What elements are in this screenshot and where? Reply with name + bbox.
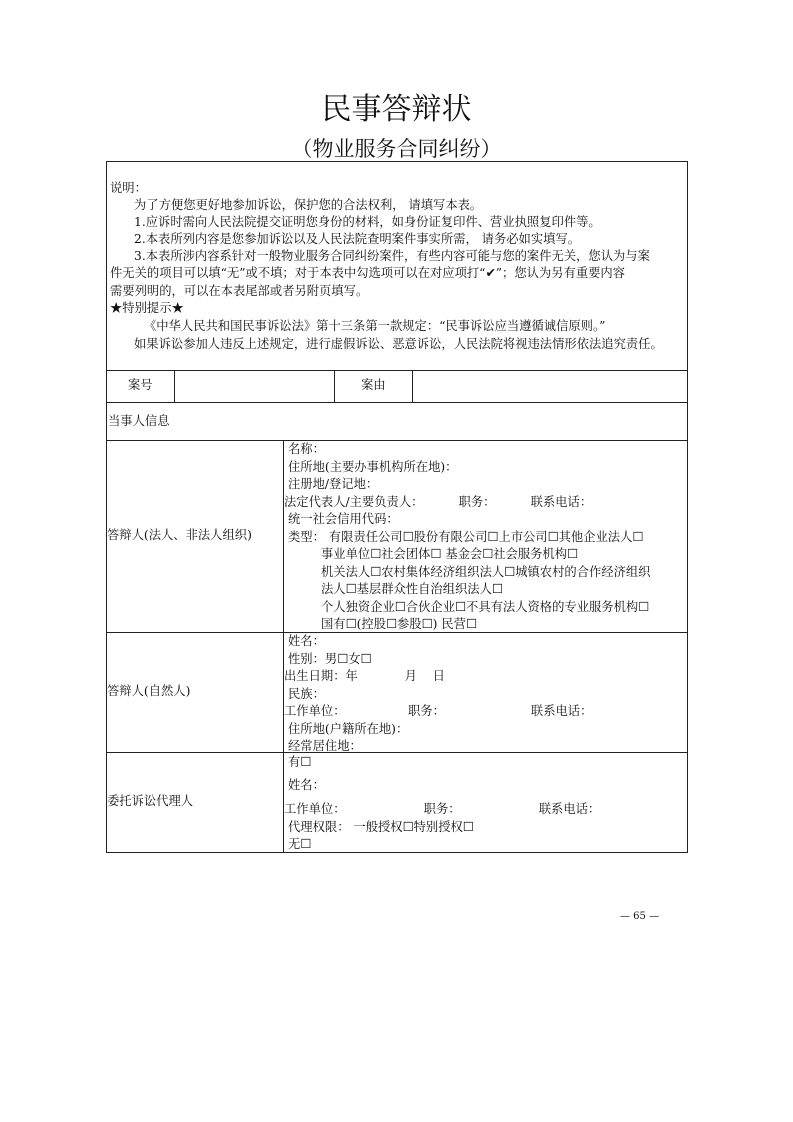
table-border bbox=[106, 161, 688, 162]
legal-person-field[interactable]: 住所地(主要办事机构所在地)： bbox=[288, 460, 458, 474]
table-border bbox=[334, 370, 335, 402]
document-title: 民事答辩状 bbox=[321, 92, 472, 127]
natural-person-field[interactable]: 工作单位： 职务： 联系电话： bbox=[284, 704, 593, 718]
table-border bbox=[687, 161, 688, 853]
notes-line: 2.本表所列内容是您参加诉讼以及人民法院查明案件事实所需， 请务必如实填写。 bbox=[134, 232, 581, 246]
legal-person-field[interactable]: 注册地/登记地： bbox=[288, 477, 379, 491]
agent-no-checkbox[interactable]: 无☐ bbox=[288, 837, 312, 851]
case-cause-label: 案由 bbox=[361, 378, 386, 392]
notes-line: 3.本表所涉内容系针对一般物业服务合同纠纷案件，有些内容可能与您的案件无关，您认为与案 bbox=[134, 249, 650, 263]
legal-person-type-options[interactable]: 机关法人☐农村集体经济组织法人☐城镇农村的合作经济组织 bbox=[321, 565, 651, 579]
legal-person-field[interactable]: 法定代表人/主要负责人： 职务： 联系电话： bbox=[284, 495, 593, 509]
table-border bbox=[106, 402, 688, 403]
natural-person-field[interactable]: 出生日期：年 月 日 bbox=[284, 669, 445, 683]
legal-person-field[interactable]: 名称： bbox=[288, 442, 325, 456]
natural-person-gender[interactable]: 性别：男☐女☐ bbox=[288, 652, 372, 666]
legal-person-label: 答辩人(法人、非法人组织) bbox=[107, 528, 252, 542]
special-line: 如果诉讼参加人违反上述规定，进行虚假诉讼、恶意诉讼，人民法院将视违法情形依法追究责任。 bbox=[134, 337, 663, 351]
legal-person-type-options[interactable]: 法人☐基层群众性自治组织法人☐ bbox=[321, 582, 503, 596]
legal-person-field[interactable]: 统一社会信用代码： bbox=[288, 512, 399, 526]
notes-line: 1.应诉时需向人民法院提交证明您身份的材料，如身份证复印件、营业执照复印件等。 bbox=[134, 215, 601, 229]
document-subtitle: （物业服务合同纠纷） bbox=[291, 137, 502, 161]
legal-person-type-options[interactable]: 个人独资企业☐合伙企业☐不具有法人资格的专业服务机构☐ bbox=[321, 600, 650, 614]
natural-person-field[interactable]: 姓名： bbox=[288, 634, 325, 648]
notes-heading: 说明： bbox=[110, 181, 147, 195]
party-info-label: 当事人信息 bbox=[108, 414, 170, 428]
table-border bbox=[106, 752, 688, 753]
natural-person-field[interactable]: 经常居住地： bbox=[288, 739, 362, 753]
agent-field[interactable]: 工作单位： 职务： 联系电话： bbox=[284, 802, 601, 816]
legal-person-type-options[interactable]: 国有☐(控股☐参股☐) 民营☐ bbox=[321, 617, 477, 631]
natural-person-field[interactable]: 住所地(户籍所在地)： bbox=[288, 722, 409, 736]
natural-person-field[interactable]: 民族： bbox=[288, 687, 325, 701]
notes-line: 需要列明的，可以在本表尾部或者另附页填写。 bbox=[110, 284, 369, 298]
legal-person-type-options[interactable]: 事业单位☐社会团体☐ 基金会☐社会服务机构☐ bbox=[321, 547, 579, 561]
notes-line: 件无关的项目可以填“无”或不填；对于本表中勾选项可以在对应项打“✔”；您认为另有重要内容 bbox=[110, 266, 626, 280]
table-border bbox=[106, 440, 688, 441]
case-number-field[interactable] bbox=[176, 377, 332, 397]
page-number: — 65 — bbox=[620, 911, 660, 922]
special-heading: ★特别提示★ bbox=[110, 301, 184, 315]
legal-person-type-options[interactable]: 类型： 有限责任公司☐股份有限公司☐上市公司☐其他企业法人☐ bbox=[288, 530, 644, 544]
agent-yes-checkbox[interactable]: 有☐ bbox=[288, 755, 312, 769]
case-number-label: 案号 bbox=[128, 378, 153, 392]
natural-person-label: 答辩人(自然人) bbox=[107, 684, 191, 698]
case-cause-field[interactable] bbox=[414, 377, 684, 397]
special-line: 《中华人民共和国民事诉讼法》第十三条第一款规定：“民事诉讼应当遵循诚信原则。” bbox=[144, 319, 606, 333]
table-border bbox=[106, 852, 688, 853]
notes-line: 为了方便您更好地参加诉讼，保护您的合法权利， 请填写本表。 bbox=[134, 198, 483, 212]
table-border bbox=[106, 370, 688, 371]
agent-authority-options[interactable]: 代理权限： 一般授权☐特别授权☐ bbox=[288, 820, 474, 834]
table-border bbox=[106, 161, 107, 853]
agent-label: 委托诉讼代理人 bbox=[107, 794, 194, 808]
agent-field[interactable]: 姓名： bbox=[288, 778, 325, 792]
